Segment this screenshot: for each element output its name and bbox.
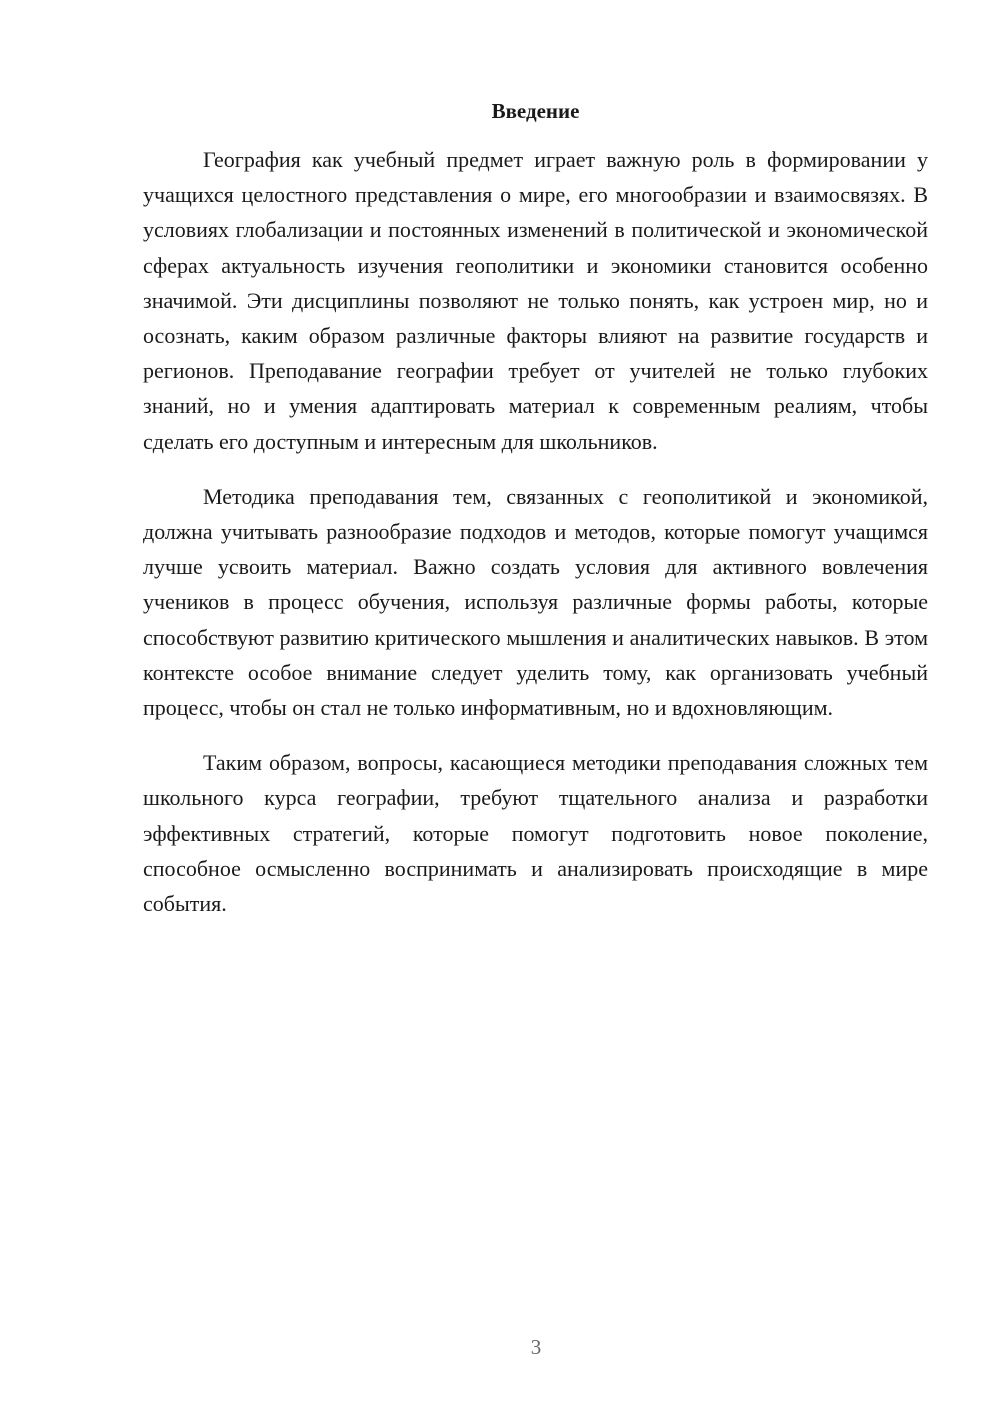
paragraph-2: Методика преподавания тем, связанных с геополитикой и экономикой, должна учитывать разнообразие подходов и методов, которые помогут учащимся лучше усвоить материал. Важно создать условия для активного вовлечения учеников в процесс обучения, используя различные формы работы, которые способствуют развитию критического мышления и аналитических навыков. В этом контексте особое внимание следует уделить тому, как организовать учебный процесс, чтобы он стал не только информативным, но и вдохновляющим.	[143, 483, 928, 721]
section-title: Введение	[491, 99, 580, 123]
body-text	[143, 142, 928, 921]
page-number: 3	[530, 1335, 542, 1359]
paragraph-1: География как учебный предмет играет важную роль в формировании у учащихся целостного представления о мире, его многообразии и взаимосвязях. В условиях глобализации и постоянных изменений в политической и экономической сферах актуальность изучения геополитики и экономики становится особенно значимой. Эти дисциплины позволяют не только понять, как устроен мир, но и осознать, каким образом различные факторы влияют на развитие государств и регионов. Преподавание географии требует от учителей не только глубоких знаний, но и умения адаптировать материал к современным реалиям, чтобы сделать его доступным и интересным для школьников.	[143, 147, 928, 454]
paragraph-3: Таким образом, вопросы, касающиеся методики преподавания сложных тем школьного курса географии, требуют тщательного анализа и разработки эффективных стратегий, которые помогут подготовить новое поколение, способное осмысленно воспринимать и анализировать происходящие в мире события.	[143, 750, 928, 917]
